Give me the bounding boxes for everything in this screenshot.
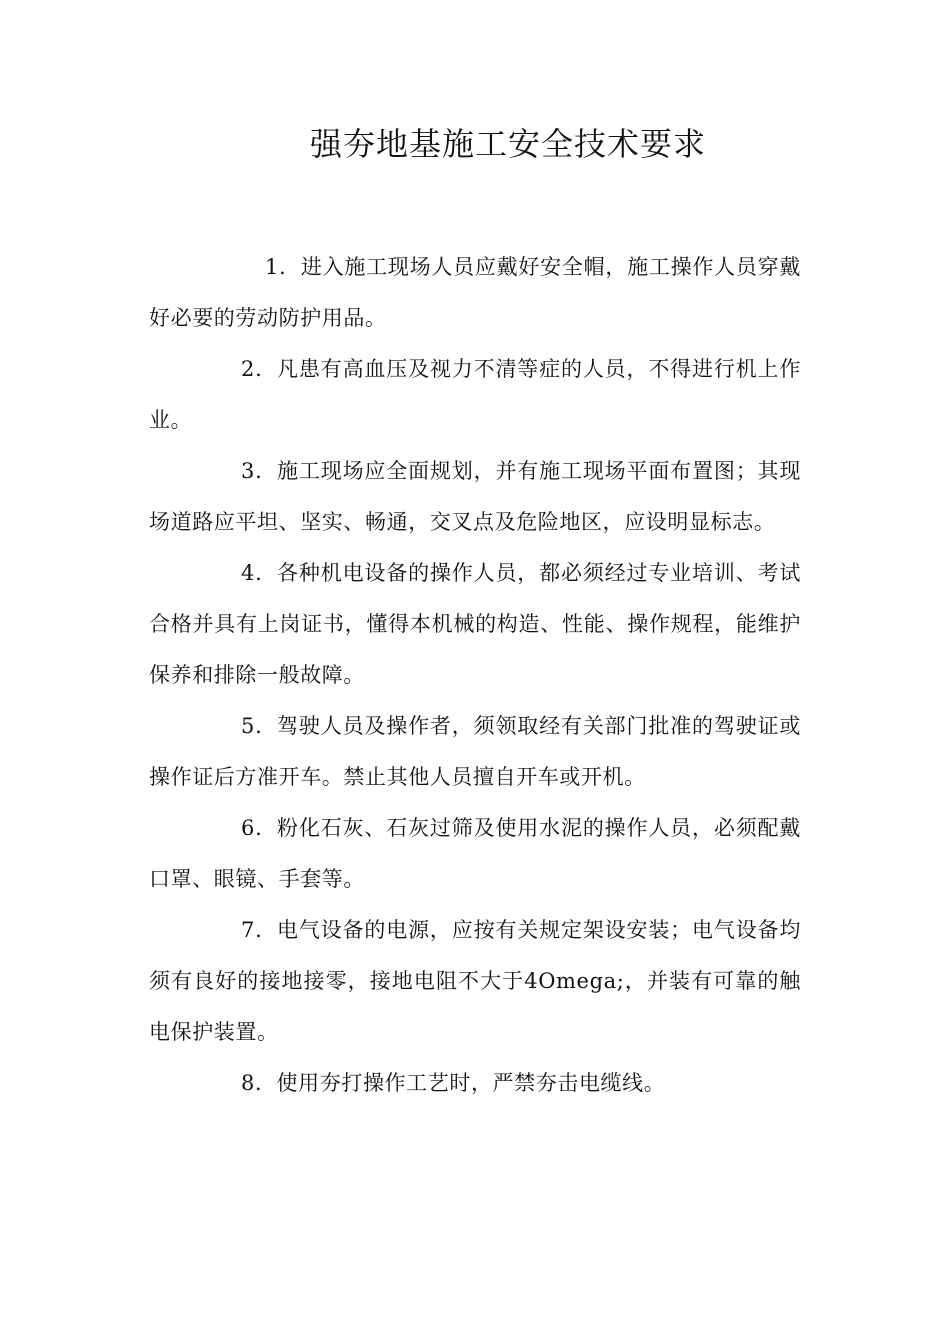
paragraph-3: 3．施工现场应全面规划，并有施工现场平面布置图；其现场道路应平坦、坚实、畅通，交叉点及危险地区，应设明显标志。: [149, 459, 801, 534]
paragraph-6: 6．粉化石灰、石灰过筛及使用水泥的操作人员，必须配戴口罩、眼镜、手套等。: [149, 816, 801, 891]
document-body: [149, 242, 801, 1109]
paragraph-2: 2．凡患有高血压及视力不清等症的人员，不得进行机上作业。: [149, 357, 801, 432]
paragraph-8: 8．使用夯打操作工艺时，严禁夯击电缆线。: [241, 1071, 666, 1095]
document-title: 强夯地基施工安全技术要求: [309, 125, 706, 163]
paragraph-5: 5．驾驶人员及操作者，须领取经有关部门批准的驾驶证或操作证后方准开车。禁止其他人员擅自开车或开机。: [149, 714, 801, 789]
paragraph-4: 4．各种机电设备的操作人员，都必须经过专业培训、考试合格并具有上岗证书，懂得本机械的构造、性能、操作规程，能维护保养和排除一般故障。: [149, 561, 801, 687]
paragraph-1: 1．进入施工现场人员应戴好安全帽，施工操作人员穿戴好必要的劳动防护用品。: [149, 255, 801, 330]
paragraph-7: 7．电气设备的电源，应按有关规定架设安装；电气设备均须有良好的接地接零，接地电阻不大于4Omega;，并装有可靠的触电保护装置。: [149, 918, 801, 1044]
